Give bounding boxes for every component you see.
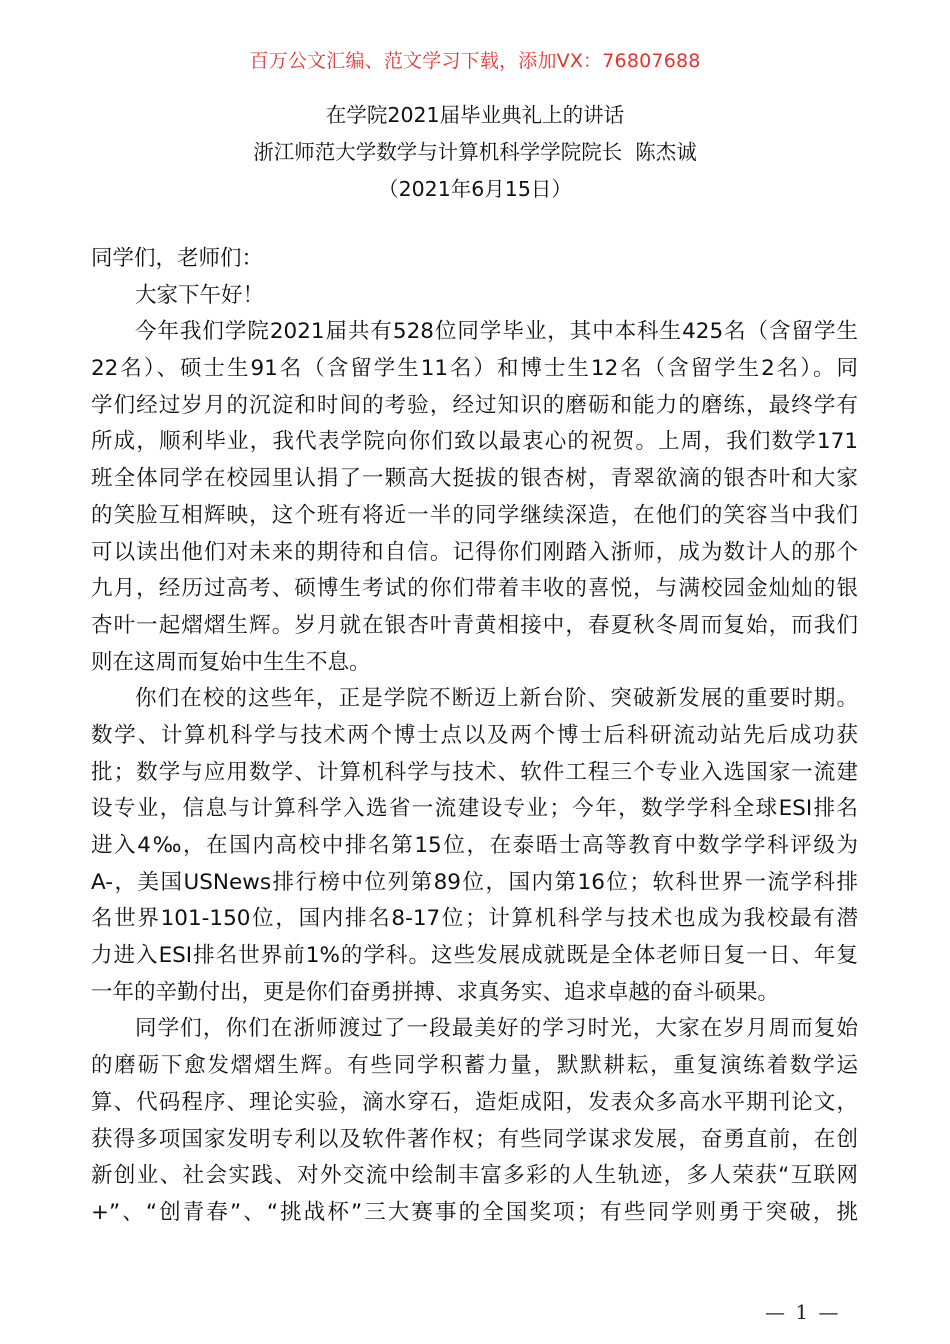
text-line: 数学、计算机科学与技术两个博士点以及两个博士后科研流动站先后成功获: [91, 722, 858, 748]
page-number: — 1 —: [765, 1300, 841, 1324]
document-title: 在学院2021届毕业典礼上的讲话: [325, 103, 625, 127]
text-line: 进入4‰，在国内高校中排名第15位，在泰晤士高等教育中数学学科评级为: [91, 833, 858, 858]
text-line: 你们在校的这些年，正是学院不断迈上新台阶、突破新发展的重要时期。: [135, 686, 858, 712]
text-line: A-，美国USNews排行榜中位列第89位，国内第16位；软科世界一流学科排: [91, 869, 858, 895]
text-line: 获得多项国家发明专利以及软件著作权；有些同学谋求发展，奋勇直前，在创: [91, 1126, 858, 1152]
text-line: 批；数学与应用数学、计算机科学与技术、软件工程三个专业入选国家一流建: [91, 759, 858, 785]
text-line: 大家下午好！: [135, 282, 265, 308]
paragraph: [91, 1011, 858, 1231]
text-line: 九月，经历过高考、硕博生考试的你们带着丰收的喜悦，与满校园金灿灿的银: [91, 576, 858, 602]
text-line: 的笑脸互相辉映，这个班有将近一半的同学继续深造，在他们的笑容当中我们: [91, 502, 858, 528]
document-header: [0, 97, 950, 208]
text-line: +”、“创青春”、“挑战杯”三大赛事的全国奖项；有些同学则勇于突破，挑: [91, 1199, 858, 1225]
text-line: 同学们，老师们：: [91, 246, 264, 271]
text-line: 力进入ESI排名世界前1%的学科。这些发展成就既是全体老师日复一日、年复: [91, 943, 858, 969]
text-line: 班全体同学在校园里认捐了一颗高大挺拔的银杏树，青翠欲滴的银杏叶和大家: [91, 466, 858, 492]
text-line: 今年我们学院2021届共有528位同学毕业，其中本科生425名（含留学生: [135, 319, 858, 345]
text-line: 算、代码程序、理论实验，滴水穿石，造炬成阳，发表众多高水平期刊论文，: [91, 1089, 858, 1115]
paragraph: [91, 278, 858, 315]
text-line: 所成，顺利毕业，我代表学院向你们致以最衷心的祝贺。上周，我们数学171: [91, 429, 858, 455]
text-line: 杏叶一起熠熠生辉。岁月就在银杏叶青黄相接中，春夏秋冬周而复始，而我们: [91, 612, 858, 638]
paragraph: [91, 241, 858, 278]
text-line: 设专业，信息与计算科学入选省一流建设专业；今年，数学学科全球ESI排名: [91, 796, 858, 822]
download-banner: 百万公文汇编、范文学习下载，添加VX：76807688: [249, 50, 701, 72]
text-line: 学们经过岁月的沉淀和时间的考验，经过知识的磨砺和能力的磨练，最终学有: [91, 392, 858, 418]
document-body: [91, 241, 858, 1232]
text-line: 可以读出他们对未来的期待和自信。记得你们刚踏入浙师，成为数计人的那个: [91, 539, 858, 565]
paragraph: [91, 314, 858, 681]
date-line: （2021年6月15日）: [378, 177, 572, 201]
text-line: 22名）、硕士生91名（含留学生11名）和博士生12名（含留学生2名）。同: [91, 356, 858, 382]
text-line: 则在这周而复始中生生不息。: [91, 649, 371, 675]
paragraph: [91, 681, 858, 1011]
text-line: 同学们，你们在浙师渡过了一段最美好的学习时光，大家在岁月周而复始: [135, 1016, 858, 1042]
text-line: 一年的辛勤付出，更是你们奋勇拼搏、求真务实、追求卓越的奋斗硕果。: [91, 979, 780, 1005]
text-line: 新创业、社会实践、对外交流中绘制丰富多彩的人生轨迹，多人荣获“互联网: [91, 1163, 858, 1189]
text-line: 的磨砺下愈发熠熠生辉。有些同学积蓄力量，默默耕耘，重复演练着数学运: [91, 1053, 858, 1079]
text-line: 名世界101-150位，国内排名8-17位；计算机科学与技术也成为我校最有潜: [91, 906, 858, 932]
author-line: 浙江师范大学数学与计算机科学学院院长 陈杰诚: [253, 140, 697, 164]
